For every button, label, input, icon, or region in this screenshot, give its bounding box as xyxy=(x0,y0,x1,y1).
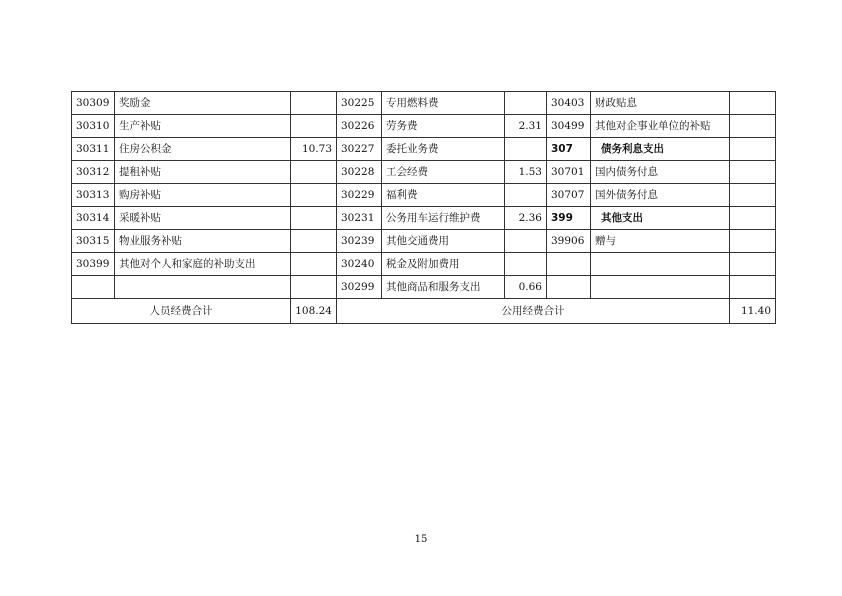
public-code-cell: 30226 xyxy=(337,115,382,138)
personnel-amount-cell xyxy=(291,207,337,230)
public-code-cell: 30231 xyxy=(337,207,382,230)
public-item-cell: 其他商品和服务支出 xyxy=(382,276,505,299)
table-row xyxy=(72,207,776,230)
other-item-cell: 赠与 xyxy=(591,230,730,253)
public-item-cell: 劳务费 xyxy=(382,115,505,138)
public-amount-cell: 2.36 xyxy=(505,207,547,230)
other-item-cell xyxy=(591,253,730,276)
public-total-value: 11.40 xyxy=(730,299,776,324)
personnel-code-cell: 30310 xyxy=(72,115,115,138)
public-code-cell: 30227 xyxy=(337,138,382,161)
other-item-cell: 其他对企事业单位的补贴 xyxy=(591,115,730,138)
table-row xyxy=(72,92,776,115)
public-item-cell: 专用燃料费 xyxy=(382,92,505,115)
public-amount-cell: 0.66 xyxy=(505,276,547,299)
other-code-cell xyxy=(547,253,591,276)
public-item-cell: 委托业务费 xyxy=(382,138,505,161)
other-code-cell: 39906 xyxy=(547,230,591,253)
personnel-amount-cell xyxy=(291,276,337,299)
personnel-amount-cell xyxy=(291,161,337,184)
table-row xyxy=(72,230,776,253)
personnel-code-cell: 30313 xyxy=(72,184,115,207)
public-amount-cell xyxy=(505,230,547,253)
other-item-cell: 债务利息支出 xyxy=(591,138,730,161)
other-code-cell: 307 xyxy=(547,138,591,161)
personnel-amount-cell xyxy=(291,253,337,276)
table-row xyxy=(72,276,776,299)
other-amount-cell xyxy=(730,276,776,299)
other-code-cell xyxy=(547,276,591,299)
other-item-cell: 国外债务付息 xyxy=(591,184,730,207)
other-amount-cell xyxy=(730,207,776,230)
personnel-code-cell: 30314 xyxy=(72,207,115,230)
personnel-code-cell xyxy=(72,276,115,299)
public-item-cell: 工会经费 xyxy=(382,161,505,184)
other-amount-cell xyxy=(730,230,776,253)
other-code-cell: 30403 xyxy=(547,92,591,115)
other-amount-cell xyxy=(730,161,776,184)
personnel-code-cell: 30315 xyxy=(72,230,115,253)
personnel-item-cell: 购房补贴 xyxy=(115,184,291,207)
table-row xyxy=(72,138,776,161)
public-code-cell: 30225 xyxy=(337,92,382,115)
public-item-cell: 其他交通费用 xyxy=(382,230,505,253)
public-amount-cell: 1.53 xyxy=(505,161,547,184)
other-code-cell: 30701 xyxy=(547,161,591,184)
other-code-cell: 399 xyxy=(547,207,591,230)
public-amount-cell xyxy=(505,253,547,276)
public-item-cell: 福利费 xyxy=(382,184,505,207)
personnel-item-cell xyxy=(115,276,291,299)
other-amount-cell xyxy=(730,138,776,161)
personnel-item-cell: 住房公积金 xyxy=(115,138,291,161)
personnel-amount-cell: 10.73 xyxy=(291,138,337,161)
table-row xyxy=(72,161,776,184)
public-code-cell: 30229 xyxy=(337,184,382,207)
personnel-total-label: 人员经费合计 xyxy=(72,299,291,324)
public-item-cell: 税金及附加费用 xyxy=(382,253,505,276)
personnel-code-cell: 30311 xyxy=(72,138,115,161)
other-item-cell: 国内债务付息 xyxy=(591,161,730,184)
public-code-cell: 30240 xyxy=(337,253,382,276)
personnel-item-cell: 其他对个人和家庭的补助支出 xyxy=(115,253,291,276)
budget-table-container xyxy=(71,91,775,324)
public-amount-cell xyxy=(505,184,547,207)
personnel-code-cell: 30309 xyxy=(72,92,115,115)
other-amount-cell xyxy=(730,92,776,115)
personnel-code-cell: 30312 xyxy=(72,161,115,184)
other-code-cell: 30499 xyxy=(547,115,591,138)
personnel-item-cell: 物业服务补贴 xyxy=(115,230,291,253)
personnel-item-cell: 采暖补贴 xyxy=(115,207,291,230)
other-amount-cell xyxy=(730,184,776,207)
other-item-cell: 财政贴息 xyxy=(591,92,730,115)
public-amount-cell: 2.31 xyxy=(505,115,547,138)
table-row xyxy=(72,184,776,207)
public-item-cell: 公务用车运行维护费 xyxy=(382,207,505,230)
personnel-total-value: 108.24 xyxy=(291,299,337,324)
personnel-item-cell: 奖励金 xyxy=(115,92,291,115)
personnel-item-cell: 提租补贴 xyxy=(115,161,291,184)
expenditure-table xyxy=(71,91,776,324)
public-amount-cell xyxy=(505,138,547,161)
other-item-cell xyxy=(591,276,730,299)
public-total-label: 公用经费合计 xyxy=(337,299,730,324)
personnel-amount-cell xyxy=(291,92,337,115)
table-row xyxy=(72,115,776,138)
page-number: 15 xyxy=(414,534,428,545)
table-body xyxy=(72,92,776,299)
personnel-amount-cell xyxy=(291,184,337,207)
public-code-cell: 30239 xyxy=(337,230,382,253)
public-amount-cell xyxy=(505,92,547,115)
other-code-cell: 30707 xyxy=(547,184,591,207)
personnel-item-cell: 生产补贴 xyxy=(115,115,291,138)
totals-row xyxy=(72,299,776,324)
public-code-cell: 30299 xyxy=(337,276,382,299)
personnel-amount-cell xyxy=(291,115,337,138)
other-amount-cell xyxy=(730,115,776,138)
other-amount-cell xyxy=(730,253,776,276)
personnel-code-cell: 30399 xyxy=(72,253,115,276)
other-item-cell: 其他支出 xyxy=(591,207,730,230)
table-row xyxy=(72,253,776,276)
public-code-cell: 30228 xyxy=(337,161,382,184)
personnel-amount-cell xyxy=(291,230,337,253)
